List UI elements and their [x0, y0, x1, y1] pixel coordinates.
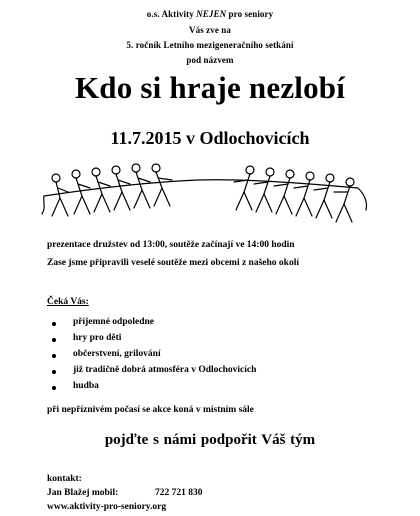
name-line: pod názvem [186, 55, 234, 65]
date-place: 11.7.2015 v Odlochovicích [110, 128, 310, 148]
organizer-suffix: pro seniory [226, 9, 274, 19]
list-item: příjemné odpoledne [73, 317, 155, 327]
organizer-italic: NEJEN [196, 9, 227, 19]
contact-web: www.aktivity-pro-seniory.org [47, 502, 167, 512]
bullet-icon [52, 386, 56, 390]
bullet-icon [52, 370, 56, 374]
list-item: již tradičně dobrá atmosféra v Odlochovicích [73, 365, 257, 375]
right-team-figures [234, 166, 367, 222]
list-item: občerstvení, grilování [73, 349, 161, 359]
contact-person: Jan Blažej mobil: [47, 488, 119, 498]
weather-note: při nepříznivém počasí se akce koná v místním sále [47, 405, 254, 415]
event-line: 5. ročník Letního mezigeneračního setkání [126, 40, 294, 50]
organizer-prefix: o.s. Aktivity [146, 9, 197, 19]
awaits-heading: Čeká Vás: [47, 297, 89, 307]
call-to-action: pojďte s námi podpořit Váš tým [104, 432, 316, 448]
list-item: hudba [73, 381, 99, 391]
left-team-figures [52, 164, 172, 216]
invite-line: Vás zve na [189, 25, 231, 35]
contact-label: kontakt: [47, 474, 82, 484]
bullet-icon [52, 354, 56, 358]
organizer-line [0, 9, 420, 19]
tug-of-war-drawing-icon [38, 158, 378, 230]
list-item: hry pro děti [73, 333, 122, 343]
info-line-1: prezentace družstev od 13:00, soutěže začínají ve 14:00 hodin [47, 240, 295, 250]
bullet-icon [52, 338, 56, 342]
info-line-2: Zase jsme připravili veselé soutěže mezi obcemi z našeho okolí [47, 258, 299, 268]
contact-phone: 722 721 830 [155, 488, 203, 498]
bullet-icon [52, 322, 56, 326]
page-title: Kdo si hraje nezlobí [74, 70, 346, 105]
